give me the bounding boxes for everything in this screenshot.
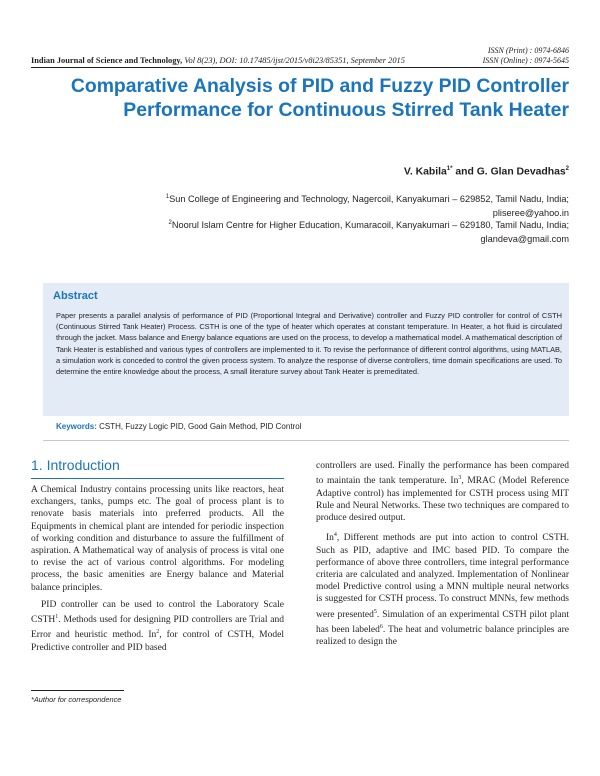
journal-name: Indian Journal of Science and Technology, [31,56,183,65]
author-1-marker: 1* [446,166,453,172]
section-rule [31,478,284,479]
author-1: V. Kabila [403,166,447,178]
right-column [316,460,569,653]
journal-citation [31,56,405,65]
citation-3: 3 [458,475,462,482]
intro-p4-part-d: . The heat and volumetric balance principles are realized to design the [316,625,569,648]
affiliation-2 [120,216,569,246]
citation-6: 6 [379,623,383,630]
citation-5: 5 [373,608,377,615]
abstract-heading: Abstract [53,290,98,302]
citation-1: 1 [55,614,59,621]
intro-p4-part-c: . Simulation of an experimental CSTH pilot plant has been labeled [316,609,569,636]
intro-p2-part-c: , for control of CSTH, Model Predictive controller and PID based [31,630,284,653]
issn-block [483,46,569,66]
intro-p4-part-a: In [326,533,334,544]
author-joiner: and [452,166,477,178]
keywords-label: Keywords: [56,422,97,431]
affiliation-2-text: Noorul Islam Centre for Higher Education, Kumaracoil, Kanyakumari – 629180, Tamil Nadu, India; glandeva@gmail.com [171,220,569,245]
author-line [404,166,569,177]
intro-p2-part-b: . Methods used for designing PID controllers are Trial and Error and heuristic method. In [31,615,284,641]
intro-p3-part-b: , MRAC (Model Reference Adaptive control) has implemented for CSTH process using MIT Rule and Neural Networks. These two techniques are compared to produce desired output. [316,476,569,523]
intro-p4-part-b: , Different methods are put into action to control CSTH. Such as PID, adaptive and IMC based PID. To compare the performance of above three controllers, time integral performance criteria are calculated and analyzed. Implementation of Nonlinear model Predictive control using a MNN multiple neural networks is suggested for CSTH process. To construct MNNs, few methods were presented [316,533,569,620]
affiliation-2-number: 2 [168,220,172,226]
intro-paragraph-2 [31,599,284,654]
journal-details: Vol 8(23), DOI: 10.17485/ijst/2015/v8i23/85351, September 2015 [182,56,405,65]
citation-4: 4 [333,532,337,539]
intro-paragraph-3 [316,460,569,524]
paper-title: Comparative Analysis of PID and Fuzzy PID Controller Performance for Continuous Stirred Tank Heater [70,75,569,121]
left-column [31,484,284,659]
affiliation-1-text: Sun College of Engineering and Technology, Nagercoil, Kanyakumari – 629852, Tamil Nadu, India; pliseree@yahoo.in [169,194,569,219]
section-heading-introduction: 1. Introduction [31,457,120,473]
abstract-text: Paper presents a parallel analysis of performance of PID (Proportional Integral and Derivative) controller and Fuzzy PID controller for control of CSTH (Continuous Stirred Tank Heater) Process. CSTH is one of the type of heater which operates at constant temperature. In Heater, a hot fluid is circulated through the jacket. Mass balance and Energy balance equations are used on the process, to develop a mathematical model. A mathematical description of Tank Heater is established and various types of controllers are implemented to it. To revise the performance of different control algorithms, using MATLAB, a simulation work is conceded to control the given process system. To analyze the response of diverse controllers, time domain specifications are used. To determine the entire knowledge about the process, A small literature survey about Tank Heater is premeditated. [56,311,562,377]
author-2: G. Glan Devadhas [476,166,566,178]
footnote-rule [31,690,124,691]
intro-p3-part-a: controllers are used. Finally the performance has been compared to maintain the tank temperature. In [316,461,569,487]
keywords-line [56,422,301,431]
author-2-marker: 2 [565,166,569,172]
intro-paragraph-4 [316,529,569,648]
citation-2: 2 [156,629,160,636]
intro-p2-part-a: PID controller can be used to control the Laboratory Scale CSTH [31,599,284,626]
affiliation-1-number: 1 [165,194,170,200]
issn-online: ISSN (Online) : 0974-5645 [482,56,569,65]
issn-print: ISSN (Print) : 0974-6846 [487,46,569,55]
footnote-correspondence: *Author for correspondence [31,695,122,704]
keywords-rule [43,440,569,441]
header-rule [31,67,569,68]
keywords-text: CSTH, Fuzzy Logic PID, Good Gain Method, PID Control [96,422,302,431]
intro-paragraph-1: A Chemical Industry contains processing units like reactors, heat exchangers, tanks, pumps etc. The goal of process plant is to renovate basis materials into preferred products. All the Equipments in chemical plant are intended for periodic inspection of working condition and disturbance to assure the fulfillment of aspiration. A Mathematical way of analysis of process is vital one to revise the act of various control algorithms. For modeling process, the basic amenities are Energy balance and Material balance principles. [31,485,284,593]
